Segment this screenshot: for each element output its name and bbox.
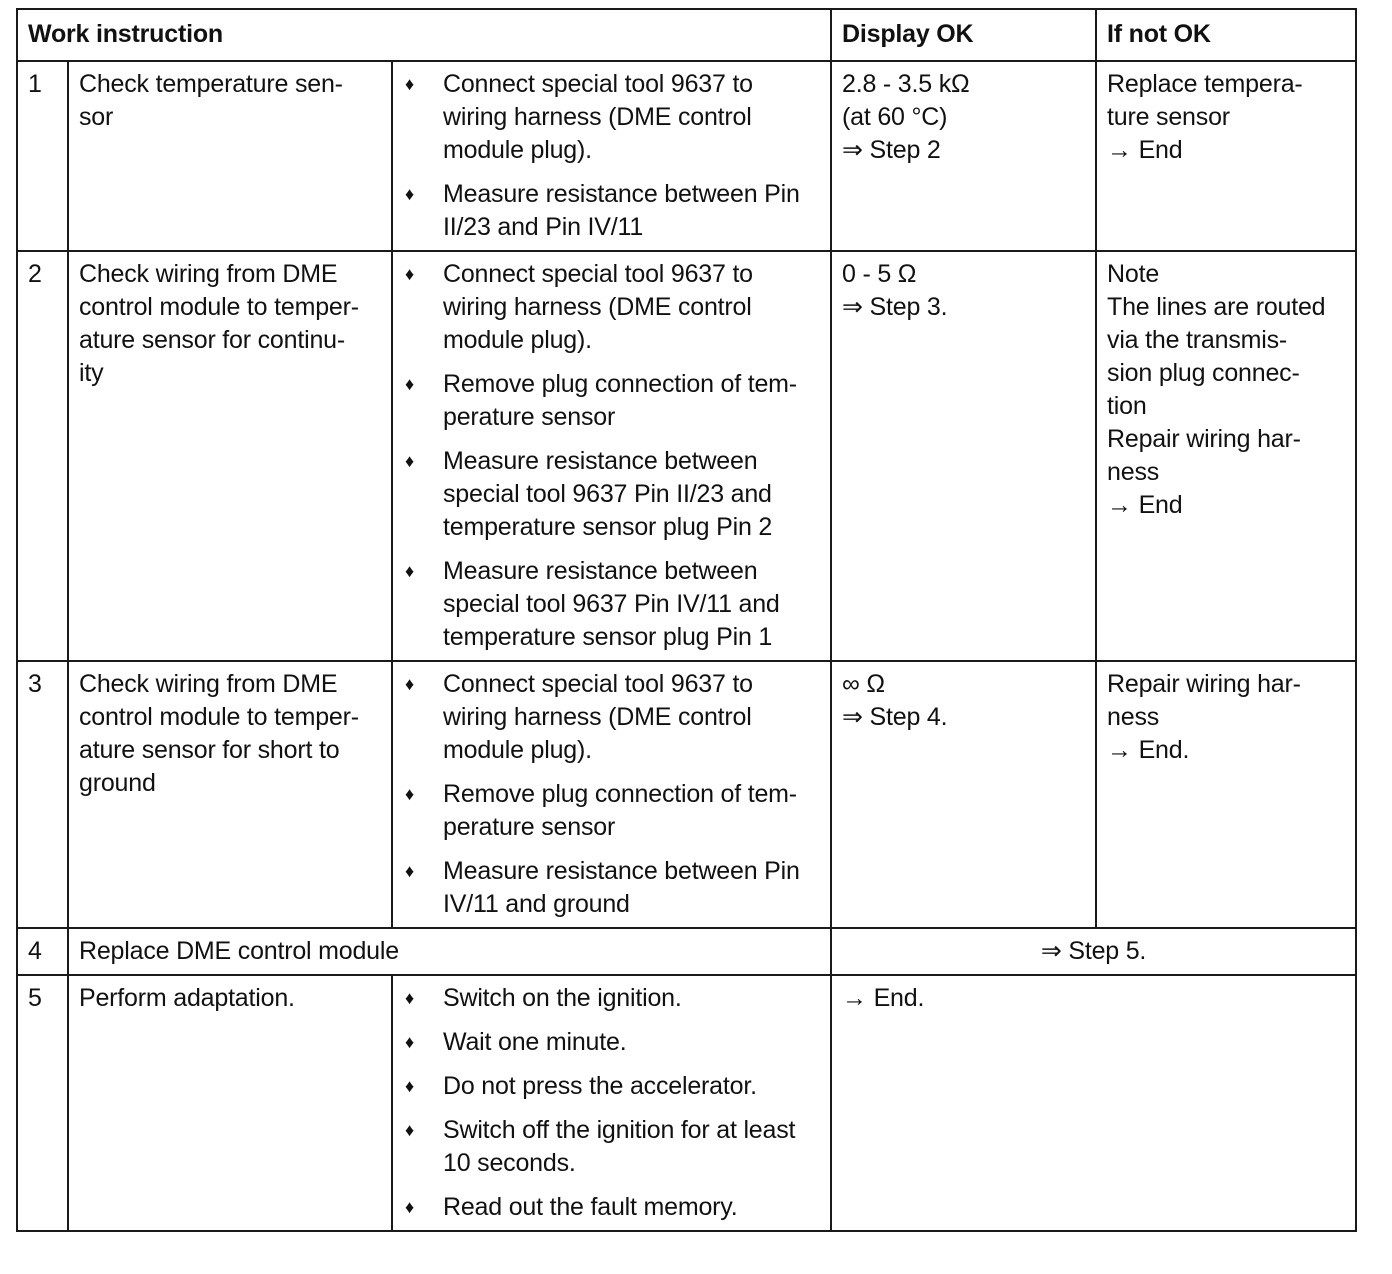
- result-value: ⇒ Step 5.: [831, 928, 1356, 975]
- table-row: [17, 975, 1356, 1231]
- step-number: 3: [17, 661, 68, 928]
- table-row: [17, 61, 1356, 251]
- header-work-instruction: Work instruction: [17, 9, 831, 61]
- step-number: 2: [17, 251, 68, 661]
- list-item: [403, 855, 820, 921]
- table-row: [17, 251, 1356, 661]
- step-text: Remove plug connection of tem-perature sensor: [443, 780, 797, 841]
- step-text: Connect special tool 9637 to wiring harness (DME control module plug).: [443, 260, 753, 354]
- procedure-list: [403, 68, 820, 244]
- list-item: [403, 1070, 820, 1103]
- table-row: [17, 661, 1356, 928]
- list-item: [403, 555, 820, 654]
- diamond-bullet-icon: ♦: [405, 451, 414, 471]
- procedure-cell: [392, 661, 831, 928]
- diamond-bullet-icon: ♦: [405, 861, 414, 881]
- diamond-bullet-icon: ♦: [405, 988, 414, 1008]
- table-row: [17, 928, 1356, 975]
- list-item: [403, 778, 820, 844]
- list-item: [403, 68, 820, 167]
- not-ok-action: Repair wiring har- ness → End.: [1096, 661, 1356, 928]
- step-text: Read out the fault memory.: [443, 1193, 738, 1221]
- diamond-bullet-icon: ♦: [405, 184, 414, 204]
- check-description: Check temperature sen- sor: [68, 61, 392, 251]
- diamond-bullet-icon: ♦: [405, 1197, 414, 1217]
- diamond-bullet-icon: ♦: [405, 561, 414, 581]
- step-text: Wait one minute.: [443, 1028, 627, 1056]
- procedure-cell: [392, 975, 831, 1231]
- step-number: 1: [17, 61, 68, 251]
- procedure-cell: [392, 61, 831, 251]
- display-ok-value: ∞ Ω ⇒ Step 4.: [831, 661, 1096, 928]
- list-item: [403, 668, 820, 767]
- diamond-bullet-icon: ♦: [405, 1032, 414, 1052]
- step-text: Connect special tool 9637 to wiring harness (DME control module plug).: [443, 70, 753, 164]
- list-item: [403, 1191, 820, 1224]
- header-if-not-ok: If not OK: [1096, 9, 1356, 61]
- diamond-bullet-icon: ♦: [405, 674, 414, 694]
- step-text: Switch off the ignition for at least 10 seconds.: [443, 1116, 796, 1177]
- check-description: Perform adaptation.: [68, 975, 392, 1231]
- display-ok-value: 2.8 - 3.5 kΩ (at 60 °C) ⇒ Step 2: [831, 61, 1096, 251]
- header-display-ok: Display OK: [831, 9, 1096, 61]
- list-item: [403, 368, 820, 434]
- procedure-list: [403, 258, 820, 654]
- step-text: Measure resistance between special tool 9637 Pin IV/11 and temperature sensor plug Pin 1: [443, 557, 780, 651]
- list-item: [403, 1114, 820, 1180]
- step-text: Do not press the accelerator.: [443, 1072, 757, 1100]
- display-ok-value: 0 - 5 Ω ⇒ Step 3.: [831, 251, 1096, 661]
- not-ok-action: Note The lines are routed via the transmis- sion plug connec- tion Repair wiring har- ness → End: [1096, 251, 1356, 661]
- list-item: [403, 1026, 820, 1059]
- diamond-bullet-icon: ♦: [405, 264, 414, 284]
- check-description: Check wiring from DME control module to temper- ature sensor for short to ground: [68, 661, 392, 928]
- check-description: Check wiring from DME control module to temper- ature sensor for continu- ity: [68, 251, 392, 661]
- step-text: Measure resistance between Pin IV/11 and ground: [443, 857, 800, 918]
- procedure-cell: [392, 251, 831, 661]
- diamond-bullet-icon: ♦: [405, 374, 414, 394]
- procedure-list: [403, 982, 820, 1224]
- result-value: → End.: [831, 975, 1356, 1231]
- list-item: [403, 982, 820, 1015]
- step-text: Connect special tool 9637 to wiring harness (DME control module plug).: [443, 670, 753, 764]
- procedure-list: [403, 668, 820, 921]
- step-text: Measure resistance between Pin II/23 and Pin IV/11: [443, 180, 800, 241]
- diamond-bullet-icon: ♦: [405, 1076, 414, 1096]
- list-item: [403, 445, 820, 544]
- step-number: 5: [17, 975, 68, 1231]
- list-item: [403, 178, 820, 244]
- diamond-bullet-icon: ♦: [405, 784, 414, 804]
- check-description: Replace DME control module: [68, 928, 831, 975]
- not-ok-action: Replace tempera- ture sensor → End: [1096, 61, 1356, 251]
- step-text: Remove plug connection of tem-perature sensor: [443, 370, 797, 431]
- step-text: Switch on the ignition.: [443, 984, 682, 1012]
- work-instruction-table: [16, 8, 1357, 1232]
- diamond-bullet-icon: ♦: [405, 74, 414, 94]
- step-text: Measure resistance between special tool 9637 Pin II/23 and temperature sensor plug Pin 2: [443, 447, 773, 541]
- diamond-bullet-icon: ♦: [405, 1120, 414, 1140]
- step-number: 4: [17, 928, 68, 975]
- list-item: [403, 258, 820, 357]
- table-header-row: [17, 9, 1356, 61]
